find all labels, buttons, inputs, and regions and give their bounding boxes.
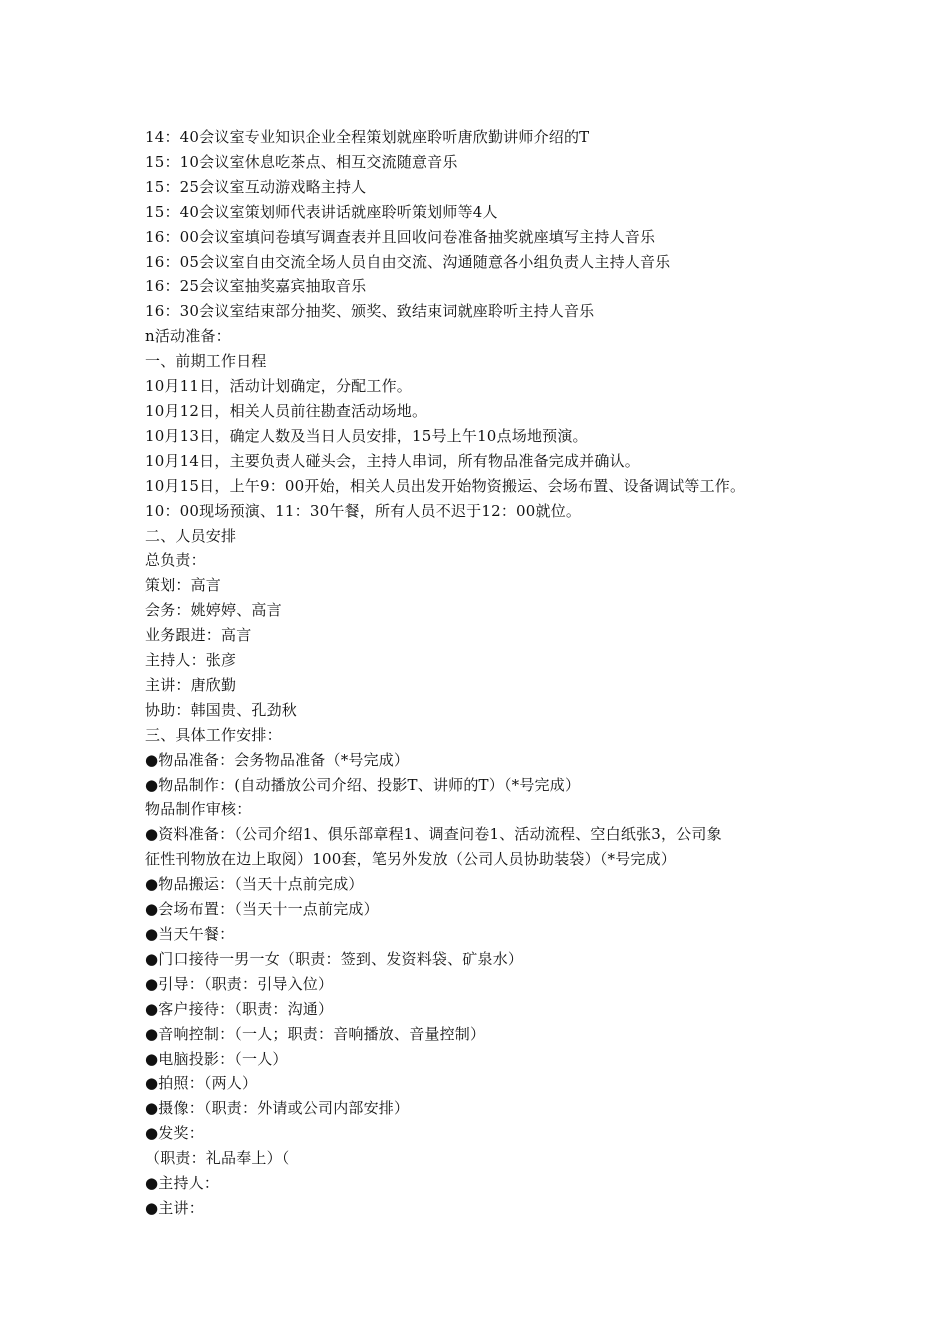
- prep-line-rehearsal: 10：00现场预演、11：30午餐，所有人员不迟于12：00就位。: [145, 501, 582, 520]
- prep-line-oct13: 10月13日，确定人数及当日人员安排，15号上午10点场地预演。: [145, 426, 588, 445]
- task-line-projector: ●电脑投影：（一人）: [145, 1049, 288, 1068]
- task-line-client: ●客户接待：（职责：沟通）: [145, 999, 334, 1018]
- staff-line-assist: 协助：韩国贵、孔劲秋: [145, 700, 298, 719]
- task-line-materials-1: ●资料准备：（公司介绍1、俱乐部章程1、调查问卷1、活动流程、空白纸张3，公司象: [145, 825, 722, 844]
- section-activity-preparation: n活动准备：: [145, 327, 231, 346]
- section-heading-early-schedule: 一、前期工作日程: [145, 352, 267, 371]
- schedule-line-1440: 14：40会议室专业知识企业全程策划就座聆听唐欣勤讲师介绍的T: [145, 128, 590, 146]
- staff-line-speaker: 主讲：唐欣勤: [145, 675, 237, 694]
- section-heading-staffing: 二、人员安排: [145, 526, 237, 545]
- staff-line-conference: 会务：姚婷婷、高言: [145, 601, 282, 620]
- task-line-reception: ●门口接待一男一女（职责：签到、发资料袋、矿泉水）: [145, 949, 524, 968]
- prep-line-oct15: 10月15日，上午9：00开始，相关人员出发开始物资搬运、会场布置、设备调试等工作。: [145, 476, 746, 495]
- task-line-items-review: 物品制作审核：: [145, 800, 252, 819]
- staff-line-business: 业务跟进：高言: [145, 626, 252, 645]
- task-line-items-make: ●物品制作：(自动播放公司介绍、投影T、讲师的T）（*号完成）: [145, 775, 581, 794]
- schedule-line-1630: 16：30会议室结束部分抽奖、颁奖、致结束词就座聆听主持人音乐: [145, 302, 595, 321]
- task-line-host: ●主持人：: [145, 1174, 220, 1193]
- task-line-video: ●摄像：（职责：外请或公司内部安排）: [145, 1099, 410, 1118]
- task-line-speaker: ●主讲：: [145, 1198, 204, 1217]
- task-line-venue: ●会场布置：（当天十一点前完成）: [145, 900, 379, 919]
- schedule-line-1525: 15：25会议室互动游戏略主持人: [145, 177, 367, 196]
- task-line-gifts: （职责：礼品奉上）（: [145, 1149, 290, 1168]
- schedule-line-1625: 16：25会议室抽奖嘉宾抽取音乐: [145, 277, 367, 296]
- task-line-materials-2: 征性刊物放在边上取阅）100套，笔另外发放（公司人员协助装袋）（*号完成）: [145, 850, 677, 869]
- task-line-audio: ●音响控制：（一人；职责：音响播放、音量控制）: [145, 1024, 486, 1043]
- prep-line-oct14: 10月14日，主要负责人碰头会，主持人串词，所有物品准备完成并确认。: [145, 451, 640, 470]
- task-line-transport: ●物品搬运：（当天十点前完成）: [145, 875, 364, 894]
- task-line-awards: ●发奖：: [145, 1124, 204, 1143]
- staff-line-general: 总负责：: [145, 551, 206, 570]
- document-body: [145, 125, 825, 1221]
- schedule-line-1600: 16：00会议室填问卷填写调查表并且回收问卷准备抽奖就座填写主持人音乐: [145, 227, 656, 246]
- staff-line-host: 主持人：张彦: [145, 651, 237, 670]
- staff-line-planning: 策划：高言: [145, 576, 222, 595]
- task-line-guide: ●引导：（职责：引导入位）: [145, 974, 334, 993]
- task-line-photo: ●拍照：（两人）: [145, 1074, 258, 1093]
- task-line-lunch: ●当天午餐：: [145, 925, 235, 943]
- schedule-line-1605: 16：05会议室自由交流全场人员自由交流、沟通随意各小组负责人主持人音乐: [145, 252, 671, 271]
- section-heading-tasks: 三、具体工作安排：: [145, 725, 282, 744]
- task-line-items-prep: ●物品准备：会务物品准备（*号完成）: [145, 750, 410, 769]
- prep-line-oct12: 10月12日，相关人员前往勘查活动场地。: [145, 401, 428, 420]
- schedule-line-1540: 15：40会议室策划师代表讲话就座聆听策划师等4人: [145, 202, 498, 221]
- schedule-line-1510: 15：10会议室休息吃茶点、相互交流随意音乐: [145, 152, 458, 171]
- prep-line-oct11: 10月11日，活动计划确定，分配工作。: [145, 377, 412, 396]
